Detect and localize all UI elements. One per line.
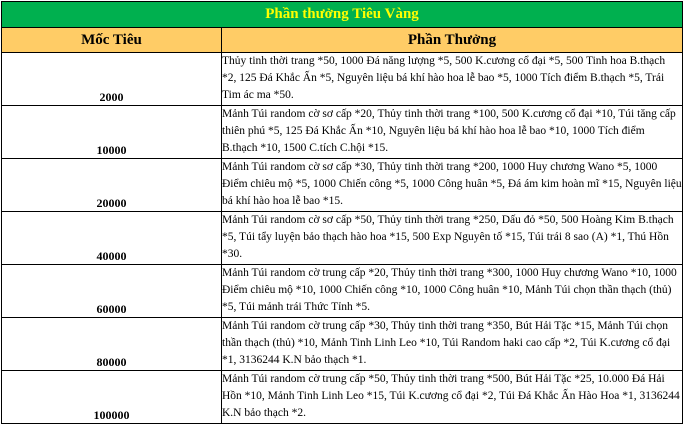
tier-cell: 40000 xyxy=(2,212,222,265)
tier-cell: 2000 xyxy=(2,53,222,106)
reward-cell: Mảnh Túi random cờ sơ cấp *20, Thủy tinh thời trang *100, 500 K.cương cổ đại *10, Túi tăng cấp thiên phú *5, 125 Đá Khắc Ấn *10, Nguyên liệu bá khí hào hoa lễ bao *10, 1000 Tích điểm B.thạch *10, 1500 C.tích C.hội *15. xyxy=(222,106,683,159)
tier-cell: 80000 xyxy=(2,318,222,371)
reward-cell: Mảnh Túi random cờ sơ cấp *30, Thủy tinh thời trang *200, 1000 Huy chương Wano *5, 1000 Điểm chiêu mộ *5, 1000 Chiến công *5, 1000 Công huân *5, Đá ám kim hoàn mĩ *15, Nguyên liệu bá khí hào hoa lễ bao *15. xyxy=(222,159,683,212)
header-row xyxy=(2,28,683,53)
table-row xyxy=(2,159,683,212)
table-row xyxy=(2,265,683,318)
table-title: Phần thưởng Tiêu Vàng xyxy=(2,2,683,28)
table-row xyxy=(2,212,683,265)
tier-cell: 100000 xyxy=(2,371,222,424)
reward-cell: Mảnh Túi random cờ trung cấp *30, Thủy tinh thời trang *350, Bút Hải Tặc *15, Mảnh Túi chọn thần thạch (thủ) *10, Mảnh Tinh Linh Leo *10, Túi Random haki cao cấp *2, Túi K.cương cổ đại *1, 3136244 K.N bảo thạch *1. xyxy=(222,318,683,371)
table-row xyxy=(2,53,683,106)
table-row xyxy=(2,318,683,371)
reward-cell: Mảnh Túi random cờ sơ cấp *50, Thủy tinh thời trang *250, Dấu đỏ *50, 500 Hoàng Kim B.thạch *5, Túi tẩy luyện bảo thạch hào hoa *15, 500 Exp Nguyên tố *15, Túi trái 8 sao (A) *1, Thú Hồn *30. xyxy=(222,212,683,265)
reward-table xyxy=(1,1,683,424)
column-header-tier: Mốc Tiêu xyxy=(2,28,222,53)
table-row xyxy=(2,371,683,424)
tier-cell: 10000 xyxy=(2,106,222,159)
tier-cell: 60000 xyxy=(2,265,222,318)
reward-cell: Mảnh Túi random cờ trung cấp *50, Thủy tinh thời trang *500, Bút Hải Tặc *25, 10.000 Đá Hải Hồn *10, Mảnh Tinh Linh Leo *15, Túi K.cương cổ đại *2, Túi Đá Khắc Ấn Hào Hoa *1, 3136244 K.N bảo thạch *2. xyxy=(222,371,683,424)
reward-cell: Thủy tinh thời trang *50, 1000 Đá năng lượng *5, 500 K.cương cổ đại *5, 500 Tinh hoa B.thạch *2, 125 Đá Khắc Ấn *5, Nguyên liệu bá khí hào hoa lễ bao *5, 1000 Tích điểm B.thạch *5, Trái Tim ác ma *50. xyxy=(222,53,683,106)
table-row xyxy=(2,106,683,159)
tier-cell: 20000 xyxy=(2,159,222,212)
reward-cell: Mảnh Túi random cờ trung cấp *20, Thủy tinh thời trang *300, 1000 Huy chương Wano *10, 1000 Điểm chiêu mộ *10, 1000 Chiến công *10, 1000 Công huân *10, Mảnh Túi chọn thần thạch (thủ) *5, Túi mảnh trái Thức Tỉnh *5. xyxy=(222,265,683,318)
column-header-reward: Phần Thưởng xyxy=(222,28,683,53)
title-row xyxy=(2,2,683,28)
